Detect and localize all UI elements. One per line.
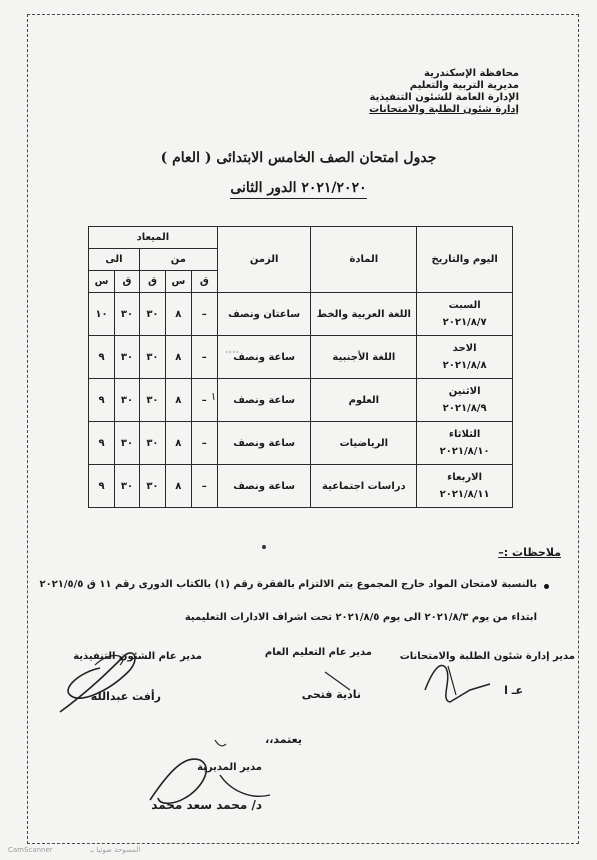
duration-cell: ساعة ونصف — [217, 422, 311, 465]
signature-name-students: عـ ا — [504, 684, 523, 697]
to-minute-cell: ٣٠ — [115, 465, 140, 508]
header-to-minute: ق — [115, 271, 140, 293]
from-dash-cell: – — [191, 465, 217, 508]
to-hour-cell: ١٠ — [89, 293, 115, 336]
signature-name-general: نادية فتحى — [301, 688, 361, 701]
day-date-cell — [417, 379, 513, 422]
scanner-watermark: CamScanner — [8, 846, 53, 854]
bullet-icon — [544, 584, 549, 589]
exam-date: ٢٠٢١/٨/٩ — [442, 403, 487, 414]
signature-title-directorate: مدير المديرية — [197, 762, 262, 773]
header-administration: الإدارة العامة للشئون التنفيذية — [369, 92, 519, 103]
table-row — [89, 422, 513, 465]
table-row — [89, 379, 513, 422]
table-row — [89, 293, 513, 336]
header-from-minute: ق — [191, 271, 217, 293]
note-line-2: ابتداء من يوم ٢٠٢١/٨/٣ الى يوم ٢٠٢١/٨/٥ تحت اشراف الادارات التعليمية — [184, 612, 537, 623]
exam-date: ٢٠٢١/٨/١٠ — [439, 446, 490, 457]
from-hour-cell: ٨ — [165, 336, 191, 379]
from-minute-cell: ٣٠ — [139, 293, 165, 336]
header-from-hour: س — [165, 271, 191, 293]
scan-speck — [262, 545, 266, 549]
header-to: الى — [89, 249, 140, 271]
from-hour-cell: ٨ — [165, 422, 191, 465]
signature-name-exec: رأفت عبدالله — [90, 690, 161, 703]
header-to-hour: س — [89, 271, 115, 293]
from-minute-cell: ٣٠ — [139, 336, 165, 379]
notes-heading: ملاحظات :– — [498, 546, 561, 559]
header-department: إدارة شئون الطلبة والامتحانات — [369, 104, 519, 115]
from-dash-cell: – — [191, 336, 217, 379]
from-minute-cell: ٣٠ — [139, 465, 165, 508]
to-minute-cell: ٣٠ — [115, 379, 140, 422]
exam-date: ٢٠٢١/٨/٨ — [442, 360, 487, 371]
table-row — [89, 465, 513, 508]
to-hour-cell: ٩ — [89, 465, 115, 508]
from-hour-cell: ٨ — [165, 465, 191, 508]
day-date-cell — [417, 422, 513, 465]
approval-label: يعتمد،، — [265, 733, 302, 746]
to-hour-cell: ٩ — [89, 379, 115, 422]
header-from: من — [139, 249, 217, 271]
to-hour-cell: ٩ — [89, 422, 115, 465]
signature-title-exec: مدير عام الشئون التنفيذية — [73, 651, 202, 662]
duration-cell: ساعتان ونصف — [217, 293, 311, 336]
to-hour-cell: ٩ — [89, 336, 115, 379]
from-minute-cell: ٣٠ — [139, 422, 165, 465]
day-name: الاحد — [452, 343, 477, 354]
exam-date: ٢٠٢١/٨/٧ — [442, 317, 487, 328]
header-subject: المادة — [311, 227, 417, 293]
schedule-subtitle — [0, 180, 597, 196]
header-duration: الزمن — [217, 227, 311, 293]
from-dash-cell: – — [191, 293, 217, 336]
day-name: السبت — [448, 300, 481, 311]
subject-cell: اللغة العربية والخط — [311, 293, 417, 336]
from-dash-cell: – — [191, 422, 217, 465]
from-minute-cell: ٣٠ — [139, 379, 165, 422]
exam-schedule-table — [88, 226, 513, 508]
to-minute-cell: ٣٠ — [115, 336, 140, 379]
header-day-date: اليوم والتاريخ — [417, 227, 513, 293]
from-dash-cell: – — [191, 379, 217, 422]
to-minute-cell: ٣٠ — [115, 293, 140, 336]
header-governorate: محافظة الإسكندرية — [424, 68, 519, 79]
schedule-title: جدول امتحان الصف الخامس الابتدائى ( العام ) — [160, 150, 437, 166]
day-date-cell — [417, 293, 513, 336]
day-name: الثلاثاء — [448, 429, 481, 440]
duration-cell: ساعة ونصف — [217, 379, 311, 422]
signature-name-directorate: د/ محمد سعد محمد — [151, 798, 262, 812]
day-date-cell — [417, 336, 513, 379]
signature-title-students: مدير إدارة شئون الطلبة والامتحانات — [399, 651, 575, 662]
note-line-1: بالنسبة لامتحان المواد خارج المجموع يتم الالتزام بالفقرة رقم (١) بالكتاب الدورى رقم ١١ ق ٢٠٢١/٥/٥ — [39, 579, 537, 590]
signature-title-general: مدير عام التعليم العام — [264, 647, 372, 658]
day-name: الاثنين — [448, 386, 481, 397]
from-hour-cell: ٨ — [165, 293, 191, 336]
exam-date: ٢٠٢١/٨/١١ — [439, 489, 490, 500]
subject-cell: اللغة الأجنبية — [311, 336, 417, 379]
table-row — [89, 336, 513, 379]
header-from-minute-2: ق — [139, 271, 165, 293]
subject-cell: دراسات اجتماعية — [311, 465, 417, 508]
header-time: الميعاد — [89, 227, 218, 249]
from-hour-cell: ٨ — [165, 379, 191, 422]
letterhead — [319, 68, 519, 116]
to-minute-cell: ٣٠ — [115, 422, 140, 465]
header-directorate: مديرية التربية والتعليم — [409, 80, 519, 91]
subject-cell: العلوم — [311, 379, 417, 422]
day-name: الاربعاء — [447, 472, 483, 483]
schedule-subtitle-text: ٢٠٢١/٢٠٢٠ الدور الثانى — [230, 180, 366, 199]
day-date-cell — [417, 465, 513, 508]
scanner-watermark-arabic: المسوحة ضوئيا بـ — [90, 846, 141, 854]
duration-cell: ساعة ونصف — [217, 336, 311, 379]
duration-cell: ساعة ونصف — [217, 465, 311, 508]
subject-cell: الرياضيات — [311, 422, 417, 465]
